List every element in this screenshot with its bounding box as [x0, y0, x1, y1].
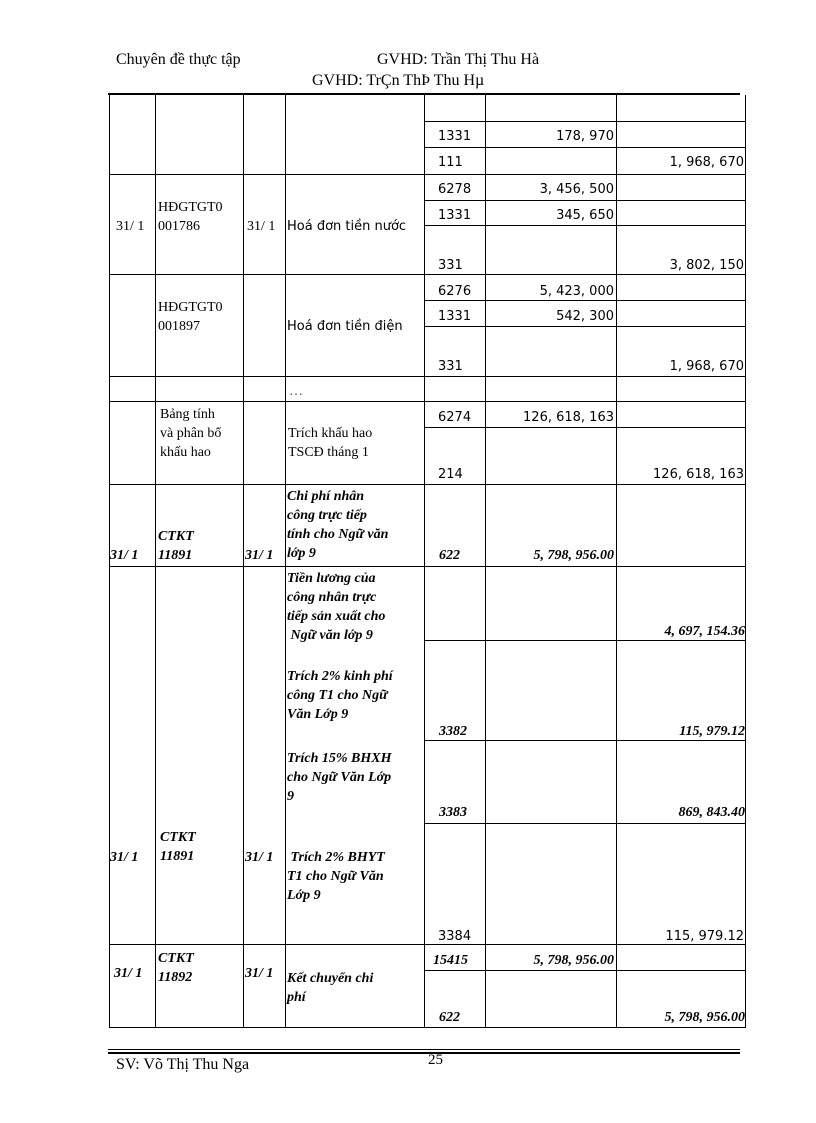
document-cell: CTKT 11891 [158, 529, 194, 563]
account-cell: 1331 [438, 309, 472, 324]
grid-line [424, 225, 746, 226]
date-cell: 31/ 1 [245, 850, 274, 865]
debit-cell: 5, 798, 956.00 [533, 953, 614, 968]
footer-rule [108, 1052, 740, 1054]
account-cell: 111 [438, 155, 463, 170]
description-cell: Chi phí nhân công trực tiếp tính cho Ngữ văn lớp 9 [287, 489, 389, 561]
grid-line [109, 484, 746, 485]
page-number: 25 [428, 1052, 443, 1068]
credit-cell: 126, 618, 163 [653, 467, 744, 482]
account-cell: 214 [438, 467, 463, 482]
grid-line [424, 326, 746, 327]
date-cell: 31/ 1 [114, 966, 143, 981]
account-cell: 3382 [439, 724, 467, 739]
grid-line [424, 970, 746, 971]
credit-cell: 4, 697, 154.36 [664, 624, 745, 639]
account-cell: 3384 [438, 929, 472, 944]
date-cell: 31/ 1 [247, 219, 276, 234]
document-cell: CTKT 11891 [160, 830, 196, 864]
account-cell: 15415 [433, 953, 468, 968]
grid-line [424, 200, 746, 201]
grid-line [424, 427, 746, 428]
credit-cell: 869, 843.40 [678, 805, 745, 820]
account-cell: 1331 [438, 129, 472, 144]
date-cell: 31/ 1 [116, 219, 145, 234]
header-garbled: GVHD: TrÇn ThÞ Thu Hµ [312, 72, 485, 89]
date-cell: 31/ 1 [110, 548, 139, 563]
date-cell: 31/ 1 [245, 966, 274, 981]
account-cell: 6276 [438, 284, 472, 299]
grid-line [616, 95, 617, 1027]
grid-line [745, 95, 746, 1027]
description-cell: Trích 2% BHYT T1 cho Ngữ Văn Lớp 9 [287, 850, 385, 903]
credit-cell: 115, 979.12 [665, 929, 744, 944]
account-cell: 1331 [438, 208, 472, 223]
grid-line [424, 147, 746, 148]
date-cell: 31/ 1 [245, 548, 274, 563]
grid-line [424, 121, 746, 122]
account-cell: 6278 [438, 182, 472, 197]
grid-line [285, 95, 286, 1027]
description-cell: Kết chuyển chi phí [287, 971, 374, 1005]
document-cell: HĐGTGT0 001897 [158, 300, 223, 334]
credit-cell: 1, 968, 670 [669, 155, 744, 170]
account-cell: 622 [439, 548, 460, 563]
debit-cell: 3, 456, 500 [539, 182, 614, 197]
grid-line [243, 95, 244, 1027]
document-cell: CTKT 11892 [158, 951, 194, 985]
description-cell: Trích 15% BHXH cho Ngữ Văn Lớp 9 [287, 751, 392, 804]
debit-cell: 126, 618, 163 [523, 410, 614, 425]
account-cell: 6274 [438, 410, 472, 425]
grid-line [109, 1027, 746, 1028]
footer-student: SV: Võ Thị Thu Nga [116, 1056, 250, 1073]
header-right: GVHD: Trần Thị Thu Hà [377, 51, 540, 68]
credit-cell: 5, 798, 956.00 [664, 1010, 745, 1025]
account-cell: 3383 [439, 805, 467, 820]
debit-cell: 542, 300 [556, 309, 614, 324]
description-cell: … [289, 384, 303, 399]
document-cell: HĐGTGT0 001786 [158, 200, 223, 234]
grid-line [109, 566, 746, 567]
grid-line [109, 376, 746, 377]
description-cell: Hoá đơn tiền điện [287, 319, 403, 334]
credit-cell: 3, 802, 150 [669, 258, 744, 273]
grid-line [424, 823, 746, 824]
account-cell: 331 [438, 258, 463, 273]
description-cell: Trích khấu hao TSCĐ tháng 1 [288, 426, 373, 460]
grid-line [109, 401, 746, 402]
date-cell: 31/ 1 [110, 850, 139, 865]
account-cell: 331 [438, 359, 463, 374]
description-cell: Tiền lương của công nhân trực tiếp sản xuất cho Ngữ văn lớp 9 [287, 571, 386, 643]
grid-line [424, 95, 425, 1027]
footer-rule [108, 1049, 740, 1050]
debit-cell: 345, 650 [556, 208, 614, 223]
grid-line [109, 174, 746, 175]
document-cell: Bảng tính và phân bổ khấu hao [160, 407, 222, 460]
account-cell: 622 [439, 1010, 460, 1025]
header-left: Chuyên đề thực tập [116, 51, 241, 68]
debit-cell: 5, 798, 956.00 [533, 548, 614, 563]
description-cell: Hoá đơn tiền nước [287, 219, 407, 234]
description-cell: Trích 2% kinh phí công T1 cho Ngữ Văn Lớp 9 [287, 669, 393, 722]
debit-cell: 178, 970 [556, 129, 614, 144]
grid-line [485, 95, 486, 1027]
grid-line [155, 95, 156, 1027]
debit-cell: 5, 423, 000 [539, 284, 614, 299]
credit-cell: 115, 979.12 [679, 724, 745, 739]
credit-cell: 1, 968, 670 [669, 359, 744, 374]
